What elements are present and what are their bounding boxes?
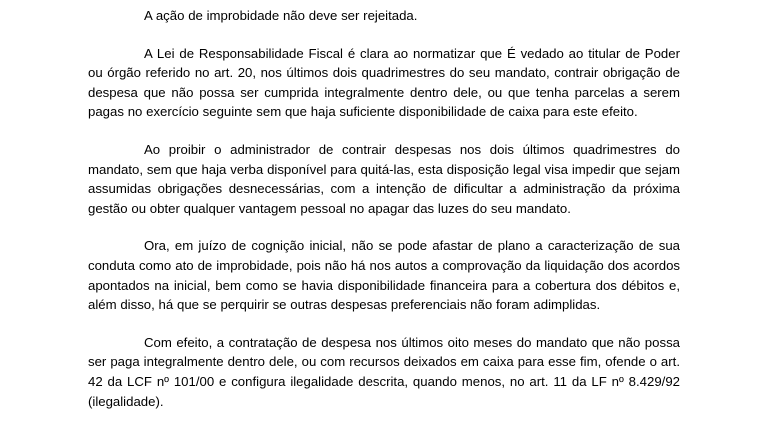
paragraph-3: Ao proibir o administrador de contrair despesas nos dois últimos quadrimestres do mandato, sem que haja verba disponível para quitá-las, esta disposição legal visa impedir que sejam assumidas obrigações desnecessárias, com a intenção de dificultar a administração da próxima gestão ou obter qualquer vantagem pessoal no apagar das luzes do seu mandato. <box>88 141 680 216</box>
document-text-body <box>88 0 680 411</box>
paragraph-4: Ora, em juízo de cognição inicial, não se pode afastar de plano a caracterização de sua conduta como ato de improbidade, pois não há nos autos a comprovação da liquidação dos acordos apontados na inicial, bem como se havia disponibilidade financeira para a cobertura dos débitos e, além disso, há que se perquirir se outras despesas preferenciais não foram adimplidas. <box>88 238 680 313</box>
paragraph-1: A ação de improbidade não deve ser rejeitada. <box>144 8 418 23</box>
paragraph-2: A Lei de Responsabilidade Fiscal é clara ao normatizar que É vedado ao titular de Poder ou órgão referido no art. 20, nos últimos dois quadrimestres do seu mandato, contrair obrigação de despesa que não possa ser cumprida integralmente dentro dele, ou que tenha parcelas a serem pagas no exercício seguinte sem que haja suficiente disponibilidade de caixa para este efeito. <box>88 45 680 120</box>
paragraph-5: Com efeito, a contratação de despesa nos últimos oito meses do mandato que não possa ser paga integralmente dentro dele, ou com recursos deixados em caixa para esse fim, ofende o art. 42 da LCF nº 101/00 e configura ilegalidade descrita, quando menos, no art. 11 da LF nº 8.429/92 (ilegalidade). <box>88 334 680 409</box>
